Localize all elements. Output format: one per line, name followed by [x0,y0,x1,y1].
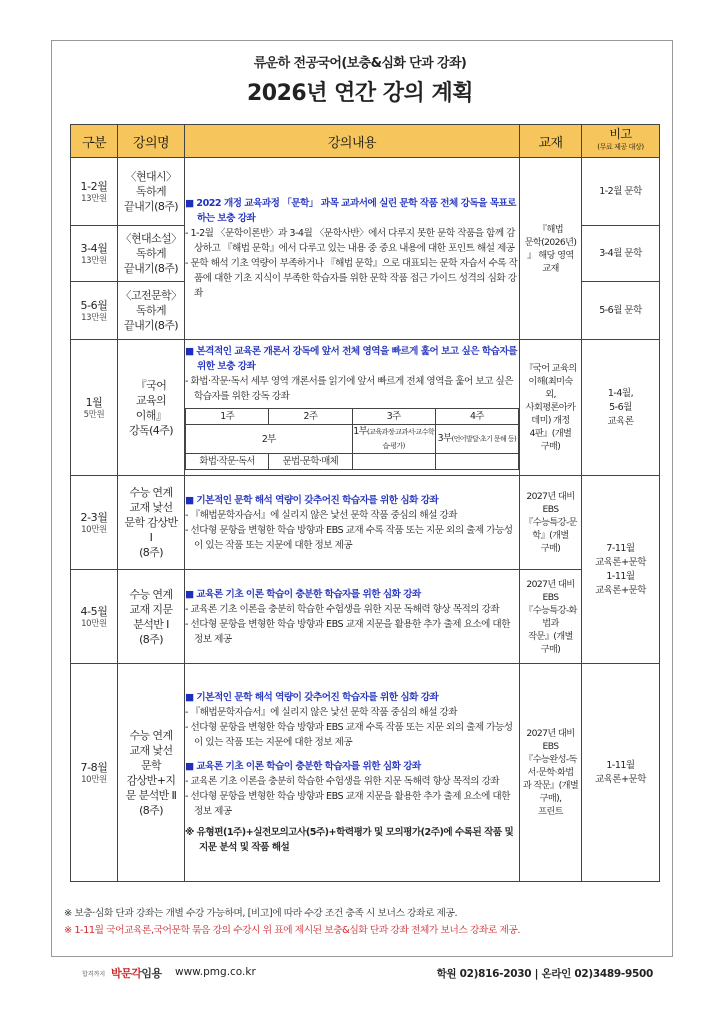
content-bullet-text: 선다형 문항을 변형한 학습 방향과 EBS 교재 수록 작품 또는 지문 외의 출제 가능성이 있는 작품 또는 지문에 대한 정보 제공 [190,722,513,748]
price-label: 10만원 [81,774,107,785]
content-cell-ebs-3 [185,664,520,882]
part-1-label: 1부 [353,426,368,437]
course-name: 수능 연계 교재 지문 분석반 Ⅰ (8주) [118,570,185,664]
lecture-plan-table [70,124,660,882]
spacer [185,750,519,759]
price-label: 10만원 [81,618,107,629]
content-bullet: - 『해법문학자습서』에 실리지 않은 낯선 문학 작품 중심의 해설 강좌 [185,509,458,521]
part-2: 2부 [186,425,353,454]
content-bullet: - 문학 해석 기초 역량이 부족하거나 『해법 문학』으로 대표되는 문학 자습서 수록 작품에 대한 기초 지식이 부족한 학습자를 위한 문학 작품 접근 가이드 성격의 심화 강좌 [185,258,518,299]
content-remark: ※ 유형편(1주)+실전모의고사(5주)+학력평가 및 모의평가(2주)에 수록된 작품 및 지문 분석 및 작품 해설 [185,827,514,853]
page-title: 2026년 연간 강의 계획 [247,81,473,106]
content-heading [185,493,519,508]
square-bullet-icon: ■ [185,494,197,506]
book-cell: 2027년 대비 EBS 『수능완성-독 서·문학·화법 과 작문』(개별 구매), 프린트 [520,664,582,882]
book-cell: 2027년 대비 EBS 『수능특강-문 학』(개별 구매) [520,476,582,570]
price-label: 13만원 [81,193,107,204]
content-bullet-text: 교육론 기초 이론을 충분히 학습한 수험생을 위한 지문 독해력 향상 목적의 강좌 [190,603,500,615]
col-header-book: 교재 [520,125,582,158]
content-bullet-text: 『해법문학자습서』에 실리지 않은 낯선 문학 작품 중심의 해설 강좌 [190,509,458,521]
part-3-label: 3부 [437,433,452,444]
logo-suffix: 임용 [141,967,162,980]
week-4: 4주 [435,409,518,425]
square-bullet-icon: ■ [185,692,197,703]
content-heading-text: 기본적인 문학 해석 역량이 갖추어진 학습자를 위한 심화 강좌 [196,494,439,506]
content-bullet-text: 선다형 문항을 변형한 학습 방향과 EBS 교재 지문을 활용한 추가 출제 요소에 대한 정보 제공 [190,618,510,645]
period-label: 7-8월 [80,760,108,774]
logo-tagline: 합격까지 [82,971,106,978]
brand-logo [111,965,162,981]
table-row [71,476,660,570]
part-3-sub: (언어발달·초기 문해 등) [451,435,517,443]
content-bullet-text: 선다형 문항을 변형한 학습 방향과 EBS 교재 지문을 활용한 추가 출제 요소에 대한 정보 제공 [190,791,510,817]
course-name: 수능 연계 교재 낯선 문학 감상반+지 문 분석반 Ⅱ (8주) [118,664,185,882]
col-header-content: 강의내용 [185,125,520,158]
content-heading [185,344,519,374]
note-sublabel: (무료 제공 대상) [597,143,644,151]
area-row [186,454,519,470]
course-name: 수능 연계 교재 낯선 문학 감상반 Ⅰ (8주) [118,476,185,570]
content-bullet: - 화법·작문·독서 세부 영역 개론서를 읽기에 앞서 빠르게 전체 영역을 훑어 보고 싶은 학습자를 위한 강독 강좌 [185,376,513,402]
content-heading-text: 본격적인 교육론 개론서 강독에 앞서 전체 영역을 빠르게 훑어 보고 싶은 학습자를 위한 보충 강좌 [196,346,517,372]
note-cell: 1-4월, 5-6월 교육론 [582,340,660,476]
content-bullet: - 교육론 기초 이론을 충분히 학습한 수험생을 위한 지문 독해력 향상 목적의 강좌 [185,603,500,615]
price-label: 5만원 [83,409,105,420]
content-heading [185,759,519,774]
course-name: 〈현대소설〉 독하게 끝내기(8주) [118,226,185,282]
content-bullet-text: 교육론 기초 이론을 충분히 학습한 수험생을 위한 지문 독해력 향상 목적의 강좌 [190,776,500,787]
table-row [71,158,660,226]
period-label: 1월 [85,395,103,409]
week-3: 3주 [352,409,435,425]
book-cell: 2027년 대비 EBS 『수능특강-화 법과 작문』(개별 구매) [520,570,582,664]
week-row [186,409,519,425]
content-cell-literature [185,158,520,340]
course-name: 〈고전문학〉 독하게 끝내기(8주) [118,282,185,340]
square-bullet-icon: ■ [185,588,197,600]
content-heading-text: 2022 개정 교육과정 「문학」 과목 교과서에 실린 문학 작품 전체 강독을 목표로 하는 보충 강좌 [196,198,517,224]
square-bullet-icon: ■ [185,198,197,209]
footnote-1: ※ 보충·심화 단과 강좌는 개별 수강 가능하며, [비고]에 따라 수강 조건 충족 시 보너스 강좌로 제공. [64,908,458,919]
table-header-row [71,125,660,158]
content-heading [185,690,519,705]
area-d [435,454,518,470]
book-cell-literature: 『해법 문학(2026년) 』 해당 영역 교재 [520,158,582,340]
content-bullet: - 선다형 문항을 변형한 학습 방향과 EBS 교재 지문을 활용한 추가 출제 요소에 대한 정보 제공 [185,791,510,817]
note-cell-merged: 7-11월 교육론+문학 1-11월 교육론+문학 [582,476,660,664]
price-label: 13만원 [81,255,107,266]
content-heading [185,196,519,226]
col-header-period: 구분 [71,125,118,158]
course-name: 『국어 교육의 이해』 강독(4주) [118,340,185,476]
content-bullet: - 『해법문학자습서』에 실리지 않은 낯선 문학 작품 중심의 해설 강좌 [185,707,458,718]
content-bullet-text: 『해법문학자습서』에 실리지 않은 낯선 문학 작품 중심의 해설 강좌 [190,707,458,718]
period-cell [71,570,118,664]
note-cell: 1-2월 문학 [582,158,660,226]
square-bullet-icon: ■ [185,761,197,772]
note-cell: 5-6월 문학 [582,282,660,340]
part-3 [435,425,518,454]
content-heading [185,587,519,602]
page-subtitle: 류운하 전공국어(보충&심화 단과 강좌) [253,56,467,71]
note-cell: 1-11월 교육론+문학 [582,664,660,882]
week-2: 2주 [269,409,352,425]
content-heading-text: 교육론 기초 이론 학습이 충분한 학습자를 위한 심화 강좌 [196,588,421,600]
part-row [186,425,519,454]
content-cell-education [185,340,520,476]
content-bullet: - 1-2월 〈문학이론반〉과 3-4월 〈문학사반〉에서 다루지 못한 문학 작품을 함께 감상하고 『해법 문학』에서 다루고 있는 내용 중 중요 내용에 대한 포인트 해설 제공 [185,228,515,254]
week-schedule-table [185,408,519,470]
period-label: 2-3월 [80,510,108,524]
course-name: 〈현대시〉 독하게 끝내기(8주) [118,158,185,226]
period-cell [71,158,118,226]
col-header-course: 강의명 [118,125,185,158]
week-1: 1주 [186,409,269,425]
footnote-2: ※ 1-11월 국어교육론,국어문학 묶음 강의 수강시 위 표에 제시된 보충&심화 단과 강좌 전체가 보너스 강좌로 제공. [64,925,521,936]
period-label: 1-2월 [80,179,108,193]
price-label: 10만원 [81,524,107,535]
square-bullet-icon: ■ [185,346,197,357]
period-cell [71,282,118,340]
page-footer [0,966,720,980]
content-bullet-text: 1-2월 〈문학이론반〉과 3-4월 〈문학사반〉에서 다루지 못한 문학 작품을 함께 감상하고 『해법 문학』에서 다루고 있는 내용 중 중요 내용에 대한 포인트 해설 제공 [190,228,515,254]
period-cell [71,664,118,882]
table-row [71,664,660,882]
content-bullet-text: 문학 해석 기초 역량이 부족하거나 『해법 문학』으로 대표되는 문학 자습서 수록 작품에 대한 기초 지식이 부족한 학습자를 위한 문학 작품 접근 가이드 성격의 심화 강좌 [190,258,518,299]
note-label: 비고 [609,127,632,141]
content-bullet-text: 선다형 문항을 변형한 학습 방향과 EBS 교재 수록 작품 또는 지문 외의 출제 가능성이 있는 작품 또는 지문에 대한 정보 제공 [190,524,513,551]
col-header-note [582,125,660,158]
content-heading-text: 기본적인 문학 해석 역량이 갖추어진 학습자를 위한 심화 강좌 [196,692,439,703]
content-bullet: - 선다형 문항을 변형한 학습 방향과 EBS 교재 수록 작품 또는 지문 외의 출제 가능성이 있는 작품 또는 지문에 대한 정보 제공 [185,524,513,551]
note-cell: 3-4월 문학 [582,226,660,282]
content-cell-ebs-2 [185,570,520,664]
period-cell [71,226,118,282]
area-b: 문법·문학·매체 [269,454,352,470]
site-link[interactable]: www.pmg.co.kr [175,966,256,978]
table-row [71,340,660,476]
part-1-sub: (교육과정·교과서·교수학습·평가) [367,428,435,450]
part-1 [352,425,435,454]
period-label: 5-6월 [80,298,108,312]
book-cell: 『국어 교육의 이해(최미숙 외, 사회평론아카 데미) 개정 4판』(개별 구매) [520,340,582,476]
period-cell [71,476,118,570]
area-c [352,454,435,470]
contact-info: 학원 02)816-2030 | 온라인 02)3489-9500 [436,968,653,980]
period-label: 3-4월 [80,241,108,255]
price-label: 13만원 [81,312,107,323]
content-heading-text: 교육론 기초 이론 학습이 충분한 학습자를 위한 심화 강좌 [196,761,421,772]
period-cell [71,340,118,476]
period-label: 4-5월 [80,604,108,618]
content-bullet: - 선다형 문항을 변형한 학습 방향과 EBS 교재 지문을 활용한 추가 출제 요소에 대한 정보 제공 [185,618,510,645]
content-bullet-text: 화법·작문·독서 세부 영역 개론서를 읽기에 앞서 빠르게 전체 영역을 훑어 보고 싶은 학습자를 위한 강독 강좌 [190,376,513,402]
table-row [71,570,660,664]
area-a: 화법·작문·독서 [186,454,269,470]
content-bullet: - 선다형 문항을 변형한 학습 방향과 EBS 교재 수록 작품 또는 지문 외의 출제 가능성이 있는 작품 또는 지문에 대한 정보 제공 [185,722,513,748]
content-cell-ebs-1 [185,476,520,570]
content-bullet: - 교육론 기초 이론을 충분히 학습한 수험생을 위한 지문 독해력 향상 목적의 강좌 [185,776,500,787]
logo-brand: 박문각 [111,967,142,980]
